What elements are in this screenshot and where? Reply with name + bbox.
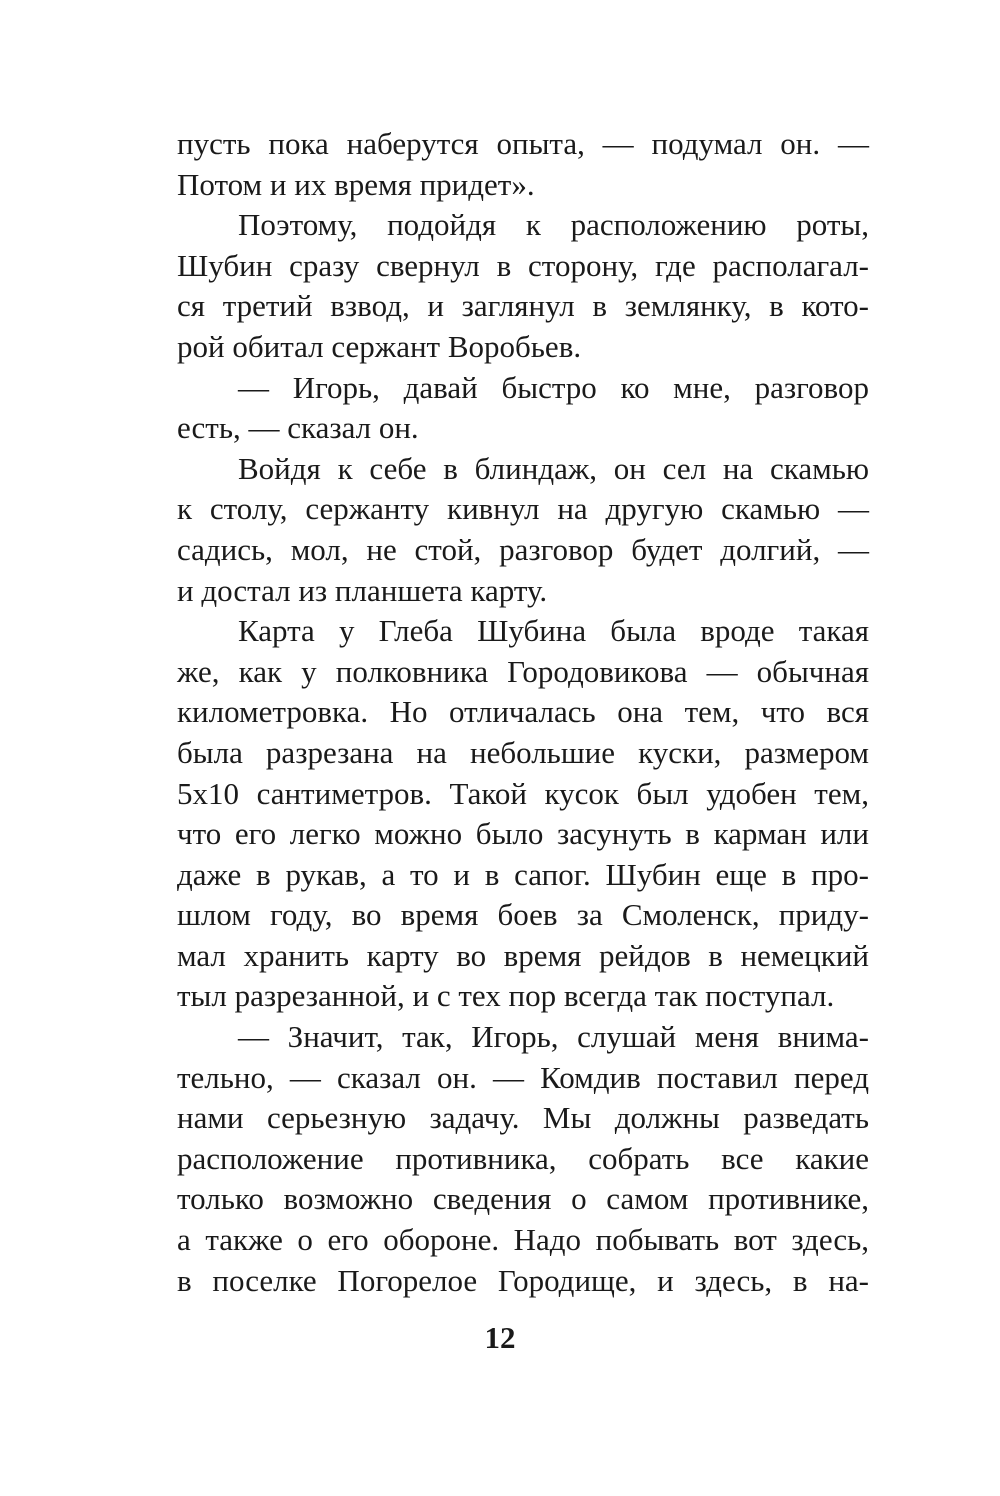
text-line: нами серьезную задачу. Мы должны разведать xyxy=(177,1100,869,1136)
text-line: 5х10 сантиметров. Такой кусок был удобен тем, xyxy=(177,775,869,811)
text-line: же, как у полковника Городовикова — обычная xyxy=(177,653,869,689)
text-line: Потом и их время придет». xyxy=(177,166,535,202)
text-line: и достал из планшета карту. xyxy=(177,572,548,608)
page-number: 12 xyxy=(484,1320,516,1355)
text-line: ся третий взвод, и заглянул в землянку, в кото- xyxy=(177,288,869,324)
text-line: пусть пока наберутся опыта, — подумал он. — xyxy=(177,126,869,161)
text-line: Шубин сразу свернул в сторону, где располагал- xyxy=(177,247,869,283)
text-line: Войдя к себе в блиндаж, он сел на скамью xyxy=(238,450,869,486)
text-line: — Значит, так, Игорь, слушай меня внима- xyxy=(238,1019,869,1055)
text-line: Карта у Глеба Шубина была вроде такая xyxy=(238,613,869,649)
text-line: что его легко можно было засунуть в карман или xyxy=(177,816,869,852)
text-line: тыл разрезанной, и с тех пор всегда так поступал. xyxy=(177,978,835,1014)
text-line: километровка. Но отличалась она тем, что вся xyxy=(177,694,869,730)
text-line: а также о его обороне. Надо побывать вот здесь, xyxy=(177,1222,869,1258)
text-line: в поселке Погорелое Городище, и здесь, в на- xyxy=(177,1262,869,1298)
text-line: расположение противника, собрать все какие xyxy=(177,1140,869,1176)
text-line: садись, мол, не стой, разговор будет долгий, — xyxy=(177,531,869,567)
text-line: к столу, сержанту кивнул на другую скамью — xyxy=(177,491,869,527)
text-line: рой обитал сержант Воробьев. xyxy=(177,328,582,364)
text-line: — Игорь, давай быстро ко мне, разговор xyxy=(238,369,869,405)
text-line: тельно, — сказал он. — Комдив поставил перед xyxy=(177,1059,869,1095)
text-line: мал хранить карту во время рейдов в немецкий xyxy=(177,937,869,973)
text-line: была разрезана на небольшие куски, размером xyxy=(177,734,869,770)
text-line: только возможно сведения о самом противнике, xyxy=(177,1181,869,1217)
text-line: шлом году, во время боев за Смоленск, приду- xyxy=(177,897,869,933)
text-line: даже в рукав, а то и в сапог. Шубин еще в про- xyxy=(177,856,869,892)
body-text xyxy=(177,124,869,1301)
text-line: есть, — сказал он. xyxy=(177,410,419,446)
text-line: Поэтому, подойдя к расположению роты, xyxy=(238,207,869,243)
